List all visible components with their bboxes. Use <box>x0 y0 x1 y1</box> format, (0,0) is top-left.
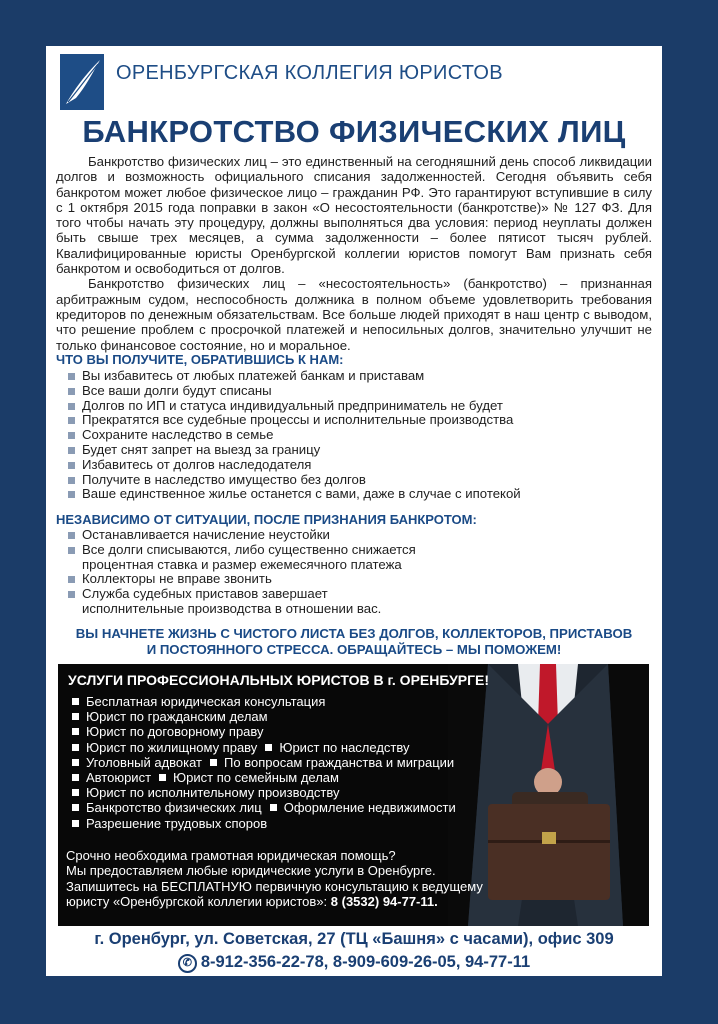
intro-paragraph: Банкротство физических лиц – «несостоятельность» (банкротство) – признанная арбитражным судом, неспособность должника в полном объеме удовлетворить требования кредиторов по денежным обязательствам. Все больше людей приходят в наш центр с выводом, что решение проблем с просрочкой платежей и непосильных долгов, значительно улучшит не только финансовое состояние, но и моральное. <box>56 276 652 353</box>
phone-numbers[interactable]: ✆ 8-912-356-22-78, 8-909-609-26-05, 94-77-11 <box>46 953 662 973</box>
intro-text <box>56 154 652 353</box>
call-to-action: ВЫ НАЧНЕТЕ ЖИЗНЬ С ЧИСТОГО ЛИСТА БЕЗ ДОЛГОВ, КОЛЛЕКТОРОВ, ПРИСТАВОВ И ПОСТОЯННОГО СТРЕССА. ОБРАЩАЙТЕСЬ – МЫ ПОМОЖЕМ! <box>75 626 633 657</box>
list-item: Ваше единственное жилье останется с вами, даже в случае с ипотекой <box>68 487 521 502</box>
header <box>60 52 650 114</box>
phone-icon: ✆ <box>178 954 197 973</box>
bullet-icon <box>68 462 75 469</box>
quill-feather-logo-icon <box>60 54 104 110</box>
bullet-icon <box>68 432 75 439</box>
list-item: Будет снят запрет на выезд за границу <box>68 443 521 458</box>
list-item: Уголовный адвокат По вопросам гражданства и миграции <box>72 755 456 770</box>
bullet-icon <box>68 388 75 395</box>
bullet-icon <box>72 820 79 827</box>
list-item: Останавливается начисление неустойки <box>68 528 416 543</box>
list-item: Банкротство физических лиц Оформление недвижимости <box>72 800 456 815</box>
list-item: Прекратятся все судебные процессы и исполнительные производства <box>68 413 521 428</box>
services-list <box>72 694 456 831</box>
flyer-sheet <box>46 46 662 976</box>
list-item: Юрист по жилищному праву Юрист по наследству <box>72 740 456 755</box>
after-heading: НЕЗАВИСИМО ОТ СИТУАЦИИ, ПОСЛЕ ПРИЗНАНИЯ БАНКРОТОМ: <box>56 512 477 527</box>
list-item: Получите в наследство имущество без долгов <box>68 473 521 488</box>
after-list <box>68 528 416 617</box>
bullet-icon <box>265 744 272 751</box>
address: г. Оренбург, ул. Советская, 27 (ТЦ «Башня» с часами), офис 309 <box>94 930 614 948</box>
bullet-icon <box>68 417 75 424</box>
list-item: Все долги списываются, либо существенно снижается процентная ставка и размер ежемесячного платежа <box>68 543 416 573</box>
list-item: Юрист по договорному праву <box>72 724 456 739</box>
list-item: Долгов по ИП и статуса индивидуальный предприниматель не будет <box>68 399 521 414</box>
bullet-icon <box>72 713 79 720</box>
bullet-icon <box>68 547 75 554</box>
list-item: Бесплатная юридическая консультация <box>72 694 456 709</box>
bullet-icon <box>68 477 75 484</box>
urgent-help-text: Срочно необходима грамотная юридическая помощь? Мы предоставляем любые юридические услуги в Оренбурге. Запишитесь на БЕСПЛАТНУЮ первичную консультацию к ведущему юристу «Оренбургской коллегии юристов»: 8 (3532) 94-77-11. <box>66 848 483 909</box>
list-item: Юрист по исполнительному производству <box>72 785 456 800</box>
bullet-icon <box>72 759 79 766</box>
list-item: Автоюрист Юрист по семейным делам <box>72 770 456 785</box>
bullet-icon <box>72 728 79 735</box>
bullet-icon <box>68 491 75 498</box>
list-item: Избавитесь от долгов наследодателя <box>68 458 521 473</box>
benefits-heading: ЧТО ВЫ ПОЛУЧИТЕ, ОБРАТИВШИСЬ К НАМ: <box>56 352 344 367</box>
bullet-icon <box>159 774 166 781</box>
bullet-icon <box>68 532 75 539</box>
intro-paragraph: Банкротство физических лиц – это единственный на сегодняшний день способ ликвидации долгов и возможность официального списания задолженностей. Сегодня объявить себя банкротом может любое физическое лицо – гражданин РФ. Это гарантируют вступившие в силу с 1 октября 2015 года поправки в закон «О несостоятельности (банкротстве)» № 127 ФЗ. Для того чтобы начать эту процедуру, должны выполняться два условия: период неуплаты должен быть свыше трех месяцев, а сумма задолженности – более пятисот тысяч рублей. Квалифицированные юристы Оренбургской коллегии юристов помогут Вам признать себя банкротом и освободиться от долгов. <box>56 154 652 277</box>
bullet-icon <box>68 373 75 380</box>
services-heading: УСЛУГИ ПРОФЕССИОНАЛЬНЫХ ЮРИСТОВ В г. ОРЕНБУРГЕ! <box>68 672 490 688</box>
list-item: Сохраните наследство в семье <box>68 428 521 443</box>
list-item: Вы избавитесь от любых платежей банкам и приставам <box>68 369 521 384</box>
benefits-list <box>68 369 521 502</box>
list-item: Служба судебных приставов завершает исполнительные производства в отношении вас. <box>68 587 416 617</box>
consultation-phone[interactable]: 8 (3532) 94-77-11. <box>330 893 438 909</box>
list-item: Разрешение трудовых споров <box>72 816 456 831</box>
bullet-icon <box>72 774 79 781</box>
list-item: Коллекторы не вправе звонить <box>68 572 416 587</box>
bullet-icon <box>72 744 79 751</box>
list-item: Все ваши долги будут списаны <box>68 384 521 399</box>
list-item: Юрист по гражданским делам <box>72 709 456 724</box>
bullet-icon <box>68 576 75 583</box>
services-box <box>58 664 649 926</box>
bullet-icon <box>72 789 79 796</box>
bullet-icon <box>72 804 79 811</box>
org-name: ОРЕНБУРГСКАЯ КОЛЛЕГИЯ ЮРИСТОВ <box>116 62 503 84</box>
bullet-icon <box>270 804 277 811</box>
bullet-icon <box>68 403 75 410</box>
bullet-icon <box>72 698 79 705</box>
bullet-icon <box>68 447 75 454</box>
bullet-icon <box>210 759 217 766</box>
bullet-icon <box>68 591 75 598</box>
page-title: БАНКРОТСТВО ФИЗИЧЕСКИХ ЛИЦ <box>82 114 626 149</box>
